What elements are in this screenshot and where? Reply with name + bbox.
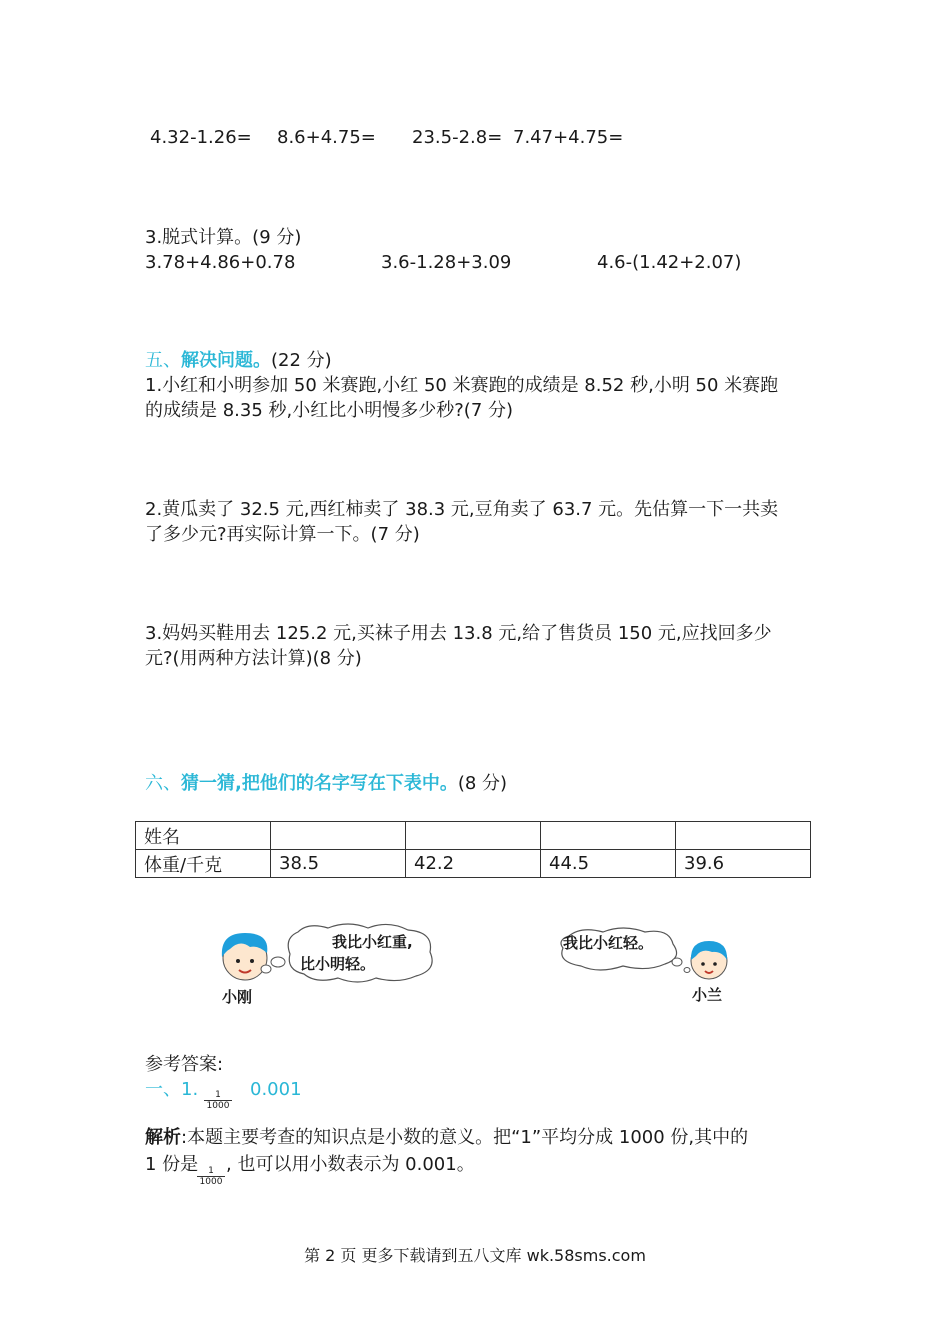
bubble-left-line2: 比小明轻。 [300, 955, 376, 973]
analysis-line2-b: , 也可以用小数表示为 0.001。 [226, 1154, 475, 1175]
q3-item-2: 3.6-1.28+3.09 [381, 252, 512, 273]
table-cell-label: 体重/千克 [136, 850, 271, 878]
calc-item-3: 23.5-2.8= [412, 127, 503, 148]
table-cell-blank [406, 822, 541, 850]
calc-item-2: 8.6+4.75= [277, 127, 376, 148]
q3-title: 3.脱式计算。(9 分) [145, 227, 302, 248]
s5-q1-line1: 1.小红和小明参加 50 米赛跑,小红 50 米赛跑的成绩是 8.52 秒,小明 50 米赛跑 [145, 375, 779, 396]
section6-prefix: 六、 [145, 773, 181, 794]
name-xiaogang: 小刚 [222, 988, 253, 1006]
page-footer: 第 2 页 更多下载请到五八文库 wk.58sms.com [304, 1246, 646, 1265]
table-cell-blank [676, 822, 811, 850]
girl-xiaolan-icon [684, 936, 734, 984]
section5-prefix: 五、 [145, 350, 181, 371]
section5-title: 解决问题。 [181, 350, 271, 371]
fraction-numerator: 1 [208, 1166, 214, 1176]
section6-heading [145, 772, 507, 796]
table-cell-weight: 38.5 [271, 850, 406, 878]
bubble-right-text: 我比小红轻。 [563, 934, 654, 952]
fraction-analysis [197, 1166, 225, 1187]
answers-title: 参考答案: [145, 1054, 224, 1075]
table-cell-weight: 44.5 [541, 850, 676, 878]
section6-score: (8 分) [457, 773, 508, 794]
s5-q3-line2: 元?(用两种方法计算)(8 分) [145, 648, 362, 669]
analysis-line2-a: 1 份是 [145, 1154, 199, 1175]
table-cell-weight: 42.2 [406, 850, 541, 878]
section5-heading [145, 349, 332, 373]
table-cell-weight: 39.6 [676, 850, 811, 878]
calc-item-4: 7.47+4.75= [513, 127, 624, 148]
answer-1-value: 0.001 [250, 1079, 302, 1100]
fraction-numerator: 1 [215, 1090, 221, 1100]
bubble-left-line1: 我比小红重, [332, 933, 413, 951]
s5-q2-line1: 2.黄瓜卖了 32.5 元,西红柿卖了 38.3 元,豆角卖了 63.7 元。先估算一下一共卖 [145, 499, 779, 520]
answer-1-prefix: 一、1. [145, 1079, 199, 1100]
calc-item-1: 4.32-1.26= [150, 127, 252, 148]
s5-q3-line1: 3.妈妈买鞋用去 125.2 元,买袜子用去 13.8 元,给了售货员 150 元,应找回多少 [145, 623, 772, 644]
fraction-answer [204, 1090, 232, 1111]
name-xiaolan: 小兰 [692, 986, 723, 1004]
section5-score: (22 分) [271, 350, 332, 371]
s5-q2-line2: 了多少元?再实际计算一下。(7 分) [145, 524, 420, 545]
table-row [136, 850, 811, 878]
table-row [136, 822, 811, 850]
analysis-label: 解析 [145, 1127, 181, 1148]
table-cell-label: 姓名 [136, 822, 271, 850]
q3-item-1: 3.78+4.86+0.78 [145, 252, 296, 273]
table-cell-blank [541, 822, 676, 850]
q3-item-3: 4.6-(1.42+2.07) [597, 252, 742, 273]
weight-table [135, 821, 811, 878]
s5-q1-line2: 的成绩是 8.35 秒,小红比小明慢多少秒?(7 分) [145, 400, 514, 421]
fraction-denominator: 1000 [199, 1177, 223, 1187]
analysis-text-1: :本题主要考查的知识点是小数的意义。把“1”平均分成 1000 份,其中的 [181, 1127, 749, 1148]
analysis-line1 [145, 1126, 748, 1150]
section6-title: 猜一猜,把他们的名字写在下表中。 [181, 773, 458, 794]
table-cell-blank [271, 822, 406, 850]
fraction-denominator: 1000 [206, 1101, 230, 1111]
